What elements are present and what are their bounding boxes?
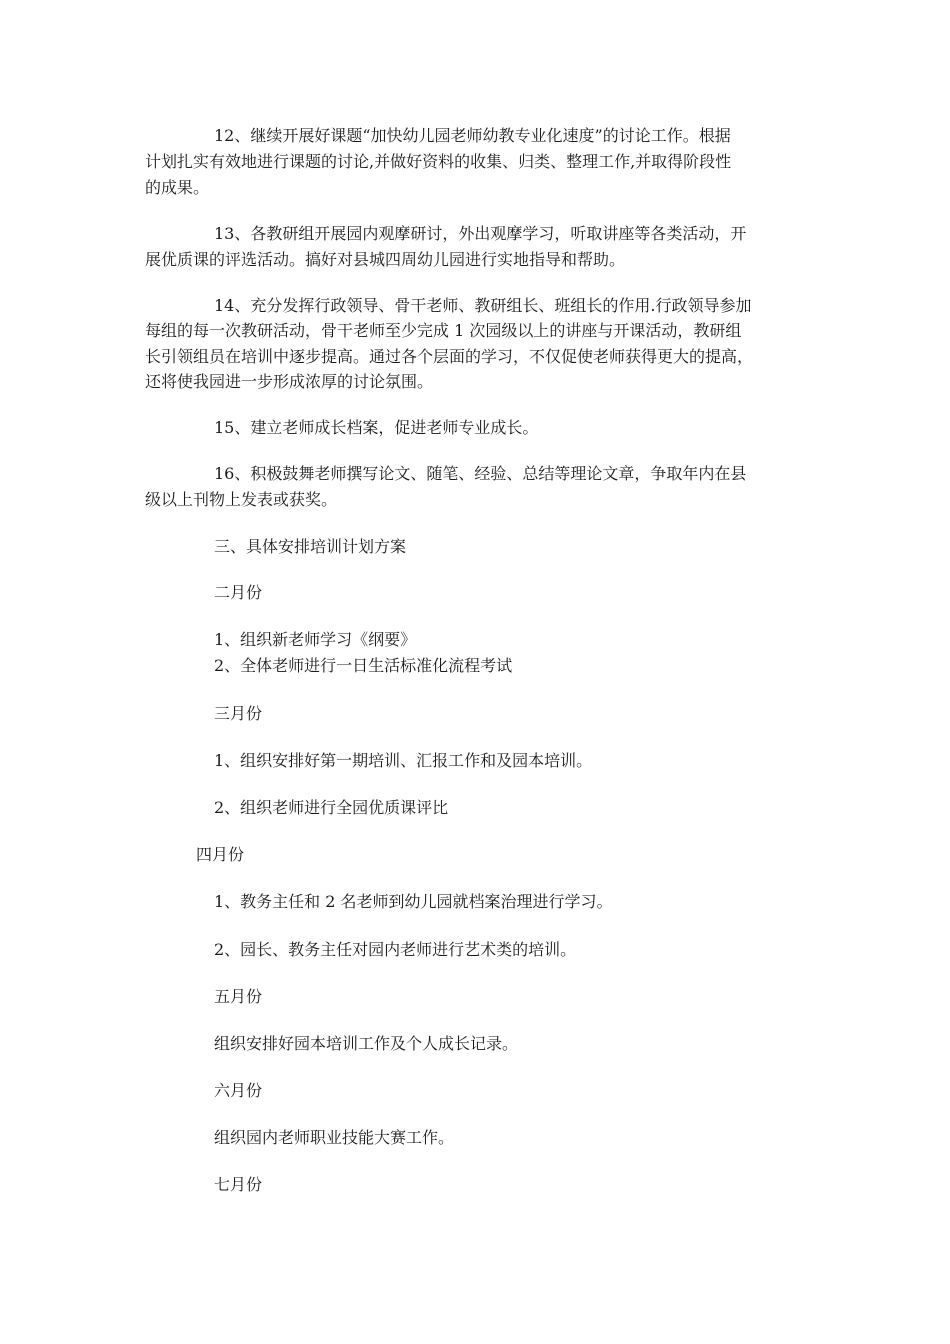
may-item-1: 组织安排好园本培训工作及个人成长记录。: [214, 1034, 519, 1053]
paragraph-13-line-1: 13、各教研组开展园内观摩研讨，外出观摩学习，听取讲座等各类活动，开: [214, 224, 747, 243]
paragraph-14-line-1: 14、充分发挥行政领导、骨干老师、教研组长、班组长的作用.行政领导参加: [214, 296, 752, 315]
paragraph-14-line-4: 还将使我园进一步形成浓厚的讨论氛围。: [145, 372, 434, 391]
june-item-1: 组织园内老师职业技能大赛工作。: [214, 1128, 455, 1147]
month-heading-march: 三月份: [214, 704, 263, 723]
april-item-1: 1、教务主任和 2 名老师到幼儿园就档案治理进行学习。: [214, 892, 613, 911]
paragraph-12-line-2: 计划扎实有效地进行课题的讨论,并做好资料的收集、归类、整理工作,并取得阶段性: [145, 152, 732, 171]
paragraph-14-line-2: 每组的每一次教研活动，骨干老师至少完成 1 次园级以上的讲座与开课活动，教研组: [145, 321, 742, 340]
month-heading-june: 六月份: [214, 1081, 263, 1100]
paragraph-14-line-3: 长引领组员在培训中逐步提高。通过各个层面的学习，不仅促使老师获得更大的提高，: [145, 347, 754, 366]
month-heading-july: 七月份: [214, 1175, 263, 1194]
paragraph-15: 15、建立老师成长档案，促进老师专业成长。: [214, 418, 539, 437]
paragraph-16-line-2: 级以上刊物上发表或获奖。: [145, 490, 338, 509]
april-item-2: 2、园长、教务主任对园内老师进行艺术类的培训。: [214, 940, 577, 959]
month-heading-april: 四月份: [196, 845, 245, 864]
paragraph-16-line-1: 16、积极鼓舞老师撰写论文、随笔、经验、总结等理论文章，争取年内在县: [214, 464, 747, 483]
february-item-2: 2、全体老师进行一日生活标准化流程考试: [214, 656, 513, 675]
month-heading-february: 二月份: [214, 583, 263, 602]
paragraph-12-line-3: 的成果。: [145, 178, 210, 197]
february-item-1: 1、组织新老师学习《纲要》: [214, 630, 417, 649]
paragraph-13-line-2: 展优质课的评选活动。搞好对县城四周幼儿园进行实地指导和帮助。: [145, 250, 626, 269]
section-3-title: 三、具体安排培训计划方案: [214, 537, 407, 556]
month-heading-may: 五月份: [214, 987, 263, 1006]
march-item-2: 2、组织老师进行全园优质课评比: [214, 798, 449, 817]
march-item-1: 1、组织安排好第一期培训、汇报工作和及园本培训。: [214, 751, 593, 770]
paragraph-12-line-1: 12、继续开展好课题“加快幼儿园老师幼教专业化速度”的讨论工作。根据: [214, 126, 731, 145]
